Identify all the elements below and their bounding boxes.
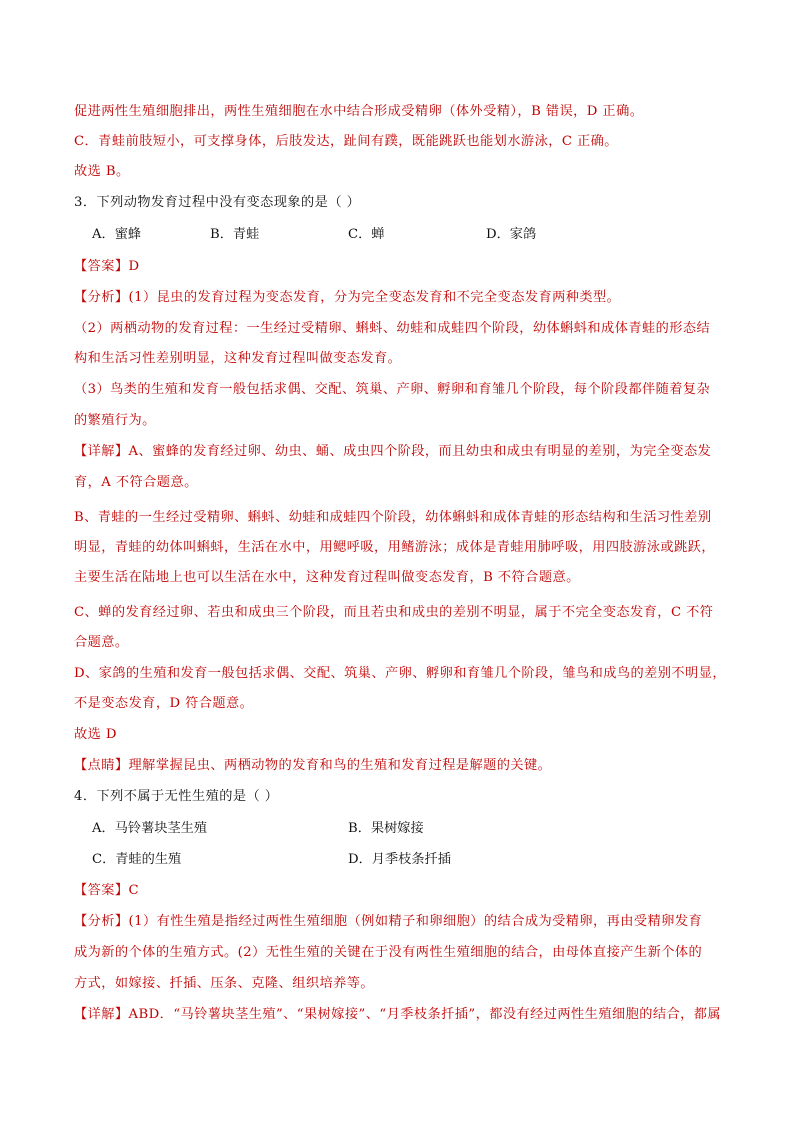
analysis-line: （3）鸟类的生殖和发育一般包括求偶、交配、筑巢、产卵、孵卵和育雏几个阶段，每个阶段都伴随着复杂 — [74, 382, 711, 397]
explanation-line: 故选 B。 — [74, 164, 130, 179]
detail-line: 育，A 不符合题意。 — [74, 475, 198, 490]
detail-line: 合题意。 — [74, 635, 129, 650]
analysis-line: （2）两栖动物的发育过程：一生经过受精卵、蝌蚪、幼蛙和成蛙四个阶段，幼体蝌蚪和成体青蛙的形态结 — [74, 321, 711, 336]
detail-line: D、家鸽的生殖和发育一般包括求偶、交配、筑巢、产卵、孵卵和育雏几个阶段，雏鸟和成鸟的差别不明显， — [74, 666, 726, 681]
question-3-stem: 3．下列动物发育过程中没有变态现象的是（ ） — [74, 195, 361, 210]
question-4-option-a: A．马铃薯块茎生殖 — [92, 821, 208, 836]
detail-line: C、蝉的发育经过卵、若虫和成虫三个阶段，而且若虫和成虫的差别不明显，属于不完全变态发育，C 不符 — [74, 605, 714, 620]
explanation-line: 促进两性生殖细胞排出，两性生殖细胞在水中结合形成受精卵（体外受精），B 错误，D 正确。 — [74, 104, 644, 119]
detail-line: 不是变态发育，D 符合题意。 — [74, 696, 254, 711]
analysis-line: 【分析】(1）昆虫的发育过程为变态发育，分为完全变态发育和不完全变态发育两种类型。 — [74, 290, 621, 305]
question-3-option-b: B．青蛙 — [210, 227, 260, 242]
detail-line: 【详解】A、蜜蜂的发育经过卵、幼虫、蛹、成虫四个阶段，而且幼虫和成虫有明显的差别，为完全变态发 — [74, 444, 712, 459]
explanation-line: C．青蛙前肢短小，可支撑身体，后肢发达，趾间有蹼，既能跳跃也能划水游泳，C 正确。 — [74, 134, 618, 149]
analysis-line: 方式，如嫁接、扦插、压条、克隆、组织培养等。 — [74, 976, 375, 991]
analysis-line: 的繁殖行为。 — [74, 413, 156, 428]
detail-line: 主要生活在陆地上也可以生活在水中，这种发育过程叫做变态发育，B 不符合题意。 — [74, 570, 580, 585]
analysis-line: 成为新的个体的生殖方式。(2）无性生殖的关键在于没有两性生殖细胞的结合，由母体直接产生新个体的 — [74, 945, 703, 960]
question-3-answer: 【答案】D — [74, 259, 140, 274]
question-3-option-d: D．家鸽 — [486, 227, 537, 242]
tip-line: 【点睛】理解掌握昆虫、两栖动物的发育和鸟的生殖和发育过程是解题的关键。 — [74, 758, 552, 773]
selection-line: 故选 D — [74, 727, 117, 742]
analysis-line: 【分析】(1）有性生殖是指经过两性生殖细胞（例如精子和卵细胞）的结合成为受精卵，再由受精卵发育 — [74, 914, 703, 929]
question-4-option-b: B．果树嫁接 — [348, 821, 424, 836]
question-4-stem: 4．下列不属于无性生殖的是（ ） — [74, 789, 279, 804]
question-3-option-c: C．蝉 — [348, 227, 385, 242]
question-4-option-c: C．青蛙的生殖 — [92, 852, 182, 867]
detail-line: 【详解】ABD．“马铃薯块茎生殖”、“果树嫁接”、“月季枝条扦插”，都没有经过两性生殖细胞的结合，都属 — [74, 1007, 722, 1022]
question-4-option-d: D．月季枝条扦插 — [348, 852, 451, 867]
analysis-line: 构和生活习性差别明显，这种发育过程叫做变态发育。 — [74, 351, 402, 366]
question-4-answer: 【答案】C — [74, 883, 140, 898]
detail-line: B、青蛙的一生经过受精卵、蝌蚪、幼蛙和成蛙四个阶段，幼体蝌蚪和成体青蛙的形态结构和生活习性差别 — [74, 510, 712, 525]
question-3-option-a: A．蜜蜂 — [92, 227, 142, 242]
detail-line: 明显，青蛙的幼体叫蝌蚪，生活在水中，用鳃呼吸，用鳍游泳；成体是青蛙用肺呼吸，用四肢游泳或跳跃， — [74, 540, 715, 555]
